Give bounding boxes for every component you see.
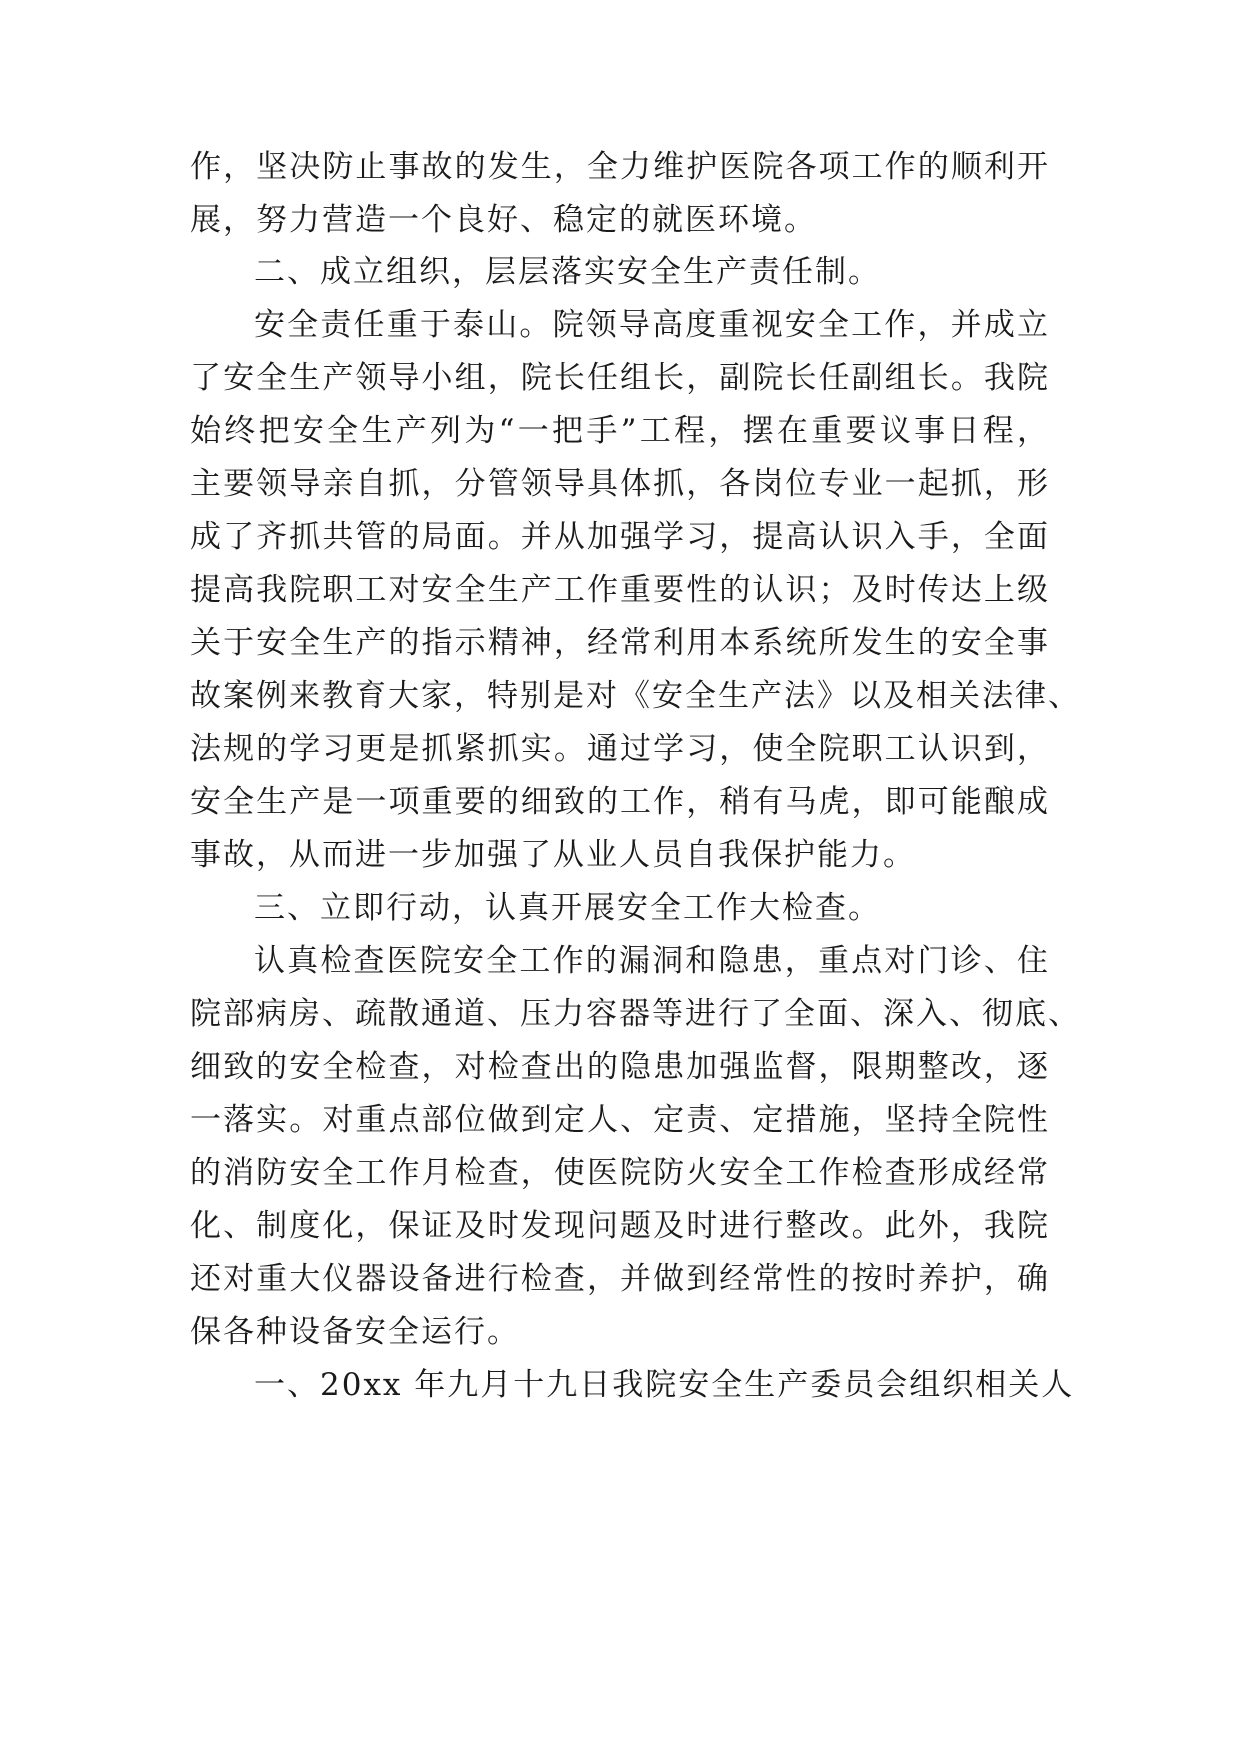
text-line: 展，努力营造一个良好、稳定的就医环境。 (190, 202, 817, 238)
text-line: 一、20xx 年九月十九日我院安全生产委员会组织相关人 (254, 1367, 1075, 1403)
text-line: 了安全生产领导小组，院长任组长，副院长任副组长。我院 (190, 360, 1050, 396)
text-line: 法规的学习更是抓紧抓实。通过学习，使全院职工认识到， (190, 731, 1050, 767)
text-line: 提高我院职工对安全生产工作重要性的认识；及时传达上级 (190, 572, 1050, 608)
section-heading: 二、成立组织，层层落实安全生产责任制。 (254, 254, 881, 290)
section-heading: 三、立即行动，认真开展安全工作大检查。 (254, 890, 881, 926)
text-line: 化、制度化，保证及时发现问题及时进行整改。此外，我院 (190, 1208, 1050, 1244)
text-line: 保各种设备安全运行。 (190, 1314, 520, 1350)
text-line: 故案例来教育大家，特别是对《安全生产法》以及相关法律、 (190, 678, 1081, 714)
text-line: 安全责任重于泰山。院领导高度重视安全工作，并成立 (254, 307, 1050, 343)
text-line: 成了齐抓共管的局面。并从加强学习，提高认识入手，全面 (190, 519, 1050, 555)
text-line: 安全生产是一项重要的细致的工作，稍有马虎，即可能酿成 (190, 784, 1050, 820)
text-line: 主要领导亲自抓，分管领导具体抓，各岗位专业一起抓，形 (190, 466, 1050, 502)
text-line: 一落实。对重点部位做到定人、定责、定措施，坚持全院性 (190, 1102, 1050, 1138)
text-line: 院部病房、疏散通道、压力容器等进行了全面、深入、彻底、 (190, 996, 1081, 1032)
text-line: 认真检查医院安全工作的漏洞和隐患，重点对门诊、住 (254, 943, 1050, 979)
text-line: 作，坚决防止事故的发生，全力维护医院各项工作的顺利开 (190, 149, 1050, 185)
text-line: 的消防安全工作月检查，使医院防火安全工作检查形成经常 (190, 1155, 1050, 1191)
text-line: 细致的安全检查，对检查出的隐患加强监督，限期整改，逐 (190, 1049, 1050, 1085)
text-line: 事故，从而进一步加强了从业人员自我保护能力。 (190, 837, 916, 873)
text-line: 始终把安全生产列为“一把手”工程，摆在重要议事日程， (190, 413, 1050, 449)
text-line: 还对重大仪器设备进行检查，并做到经常性的按时养护，确 (190, 1261, 1050, 1297)
text-line: 关于安全生产的指示精神，经常利用本系统所发生的安全事 (190, 625, 1050, 661)
